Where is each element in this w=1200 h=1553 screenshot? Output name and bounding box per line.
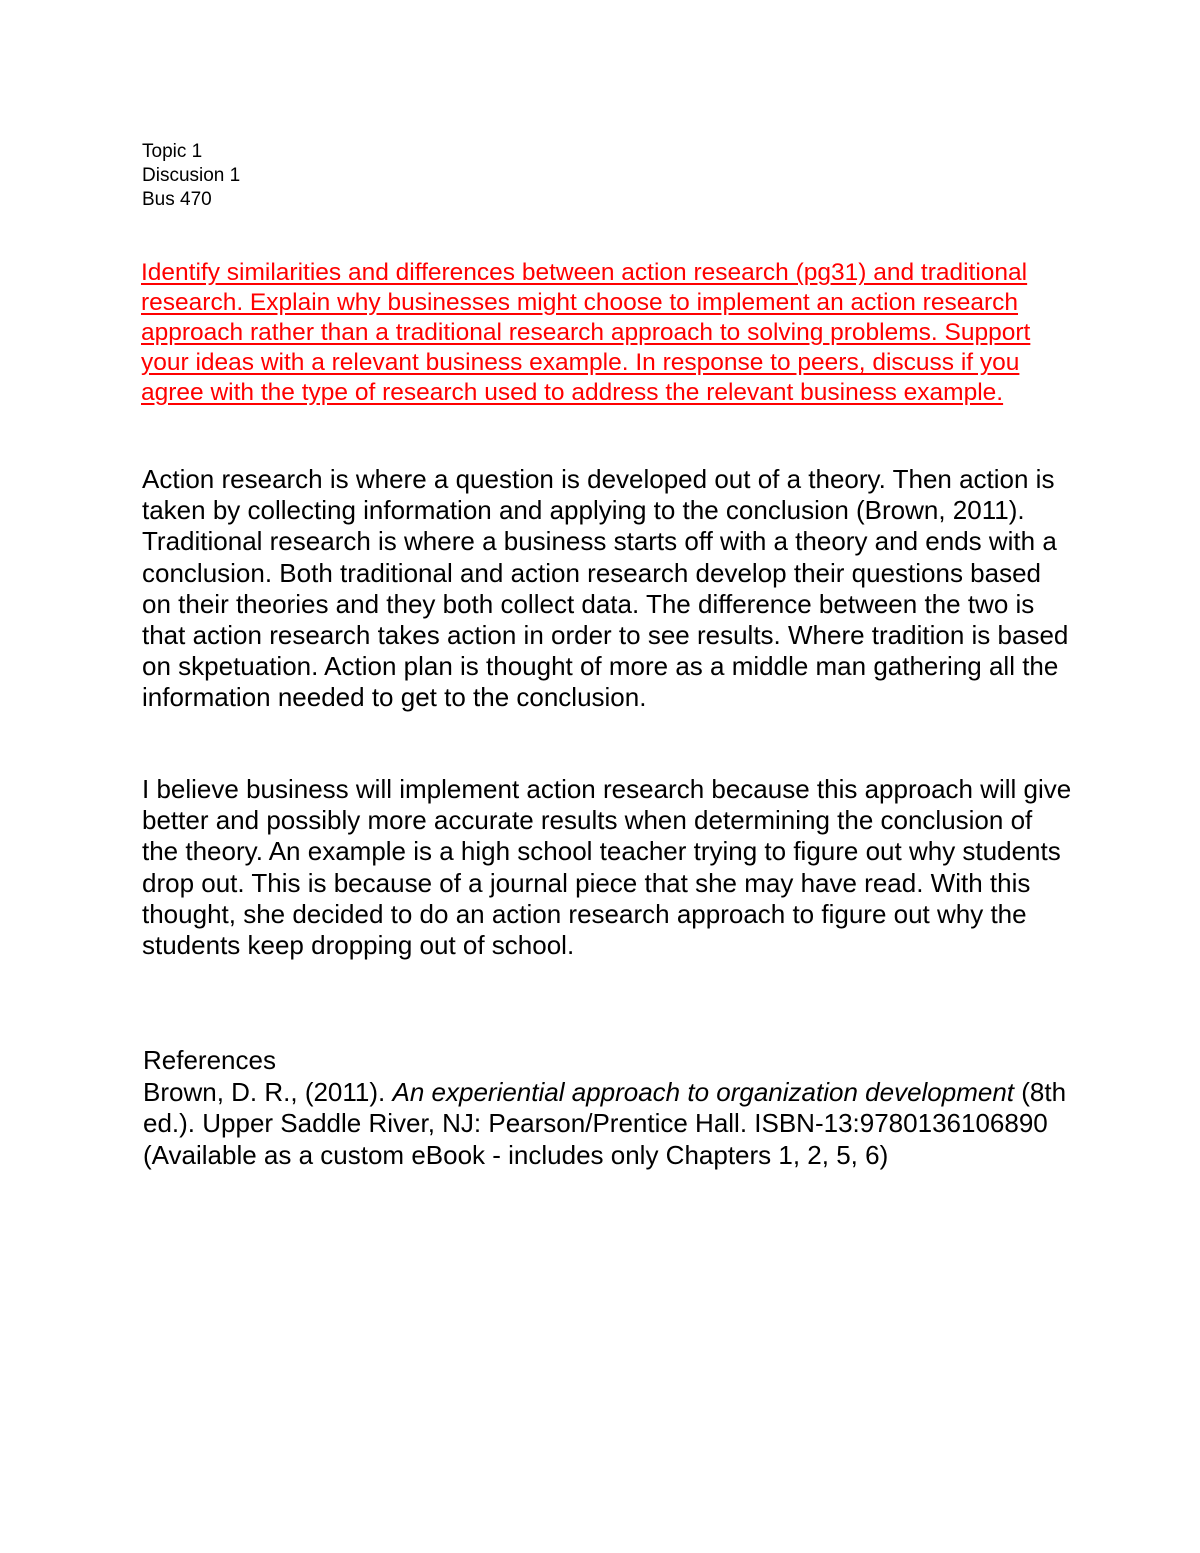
body-paragraph-1: Action research is where a question is developed out of a theory. Then action is taken by collecting information and applying to the conclusion (Brown, 2011). Traditional research is where a business starts off with a theory and ends with a conclusion. Both traditional and action research develop their questions based on their theories and they both collect data. The difference between the two is that action research takes action in order to see results. Where tradition is based on skpetuation. Action plan is thought of more as a middle man gathering all the information needed to get to the conclusion. [142,464,1069,713]
discussion-label: Discusion 1 [142,165,241,186]
document-header [142,140,240,212]
body-paragraph-2: I believe business will implement action research because this approach will give better and possibly more accurate results when determining the conclusion of the theory. An example is a high school teacher trying to figure out why students drop out. This is because of a journal piece that she may have read. With this thought, she decided to do an action research approach to figure out why the students keep dropping out of school. [142,774,1072,961]
reference-authors-year: Brown, D. R., (2011). [143,1076,393,1107]
reference-entry [143,1077,1073,1172]
course-label: Bus 470 [142,189,212,210]
references-heading: References [143,1045,276,1075]
references-section [143,1045,1073,1171]
reference-publication-details: (8th ed.). Upper Saddle River, NJ: Pearson/Prentice Hall. ISBN-13:9780136106890 (Available as a custom eBook - includes only Chapters 1, 2, 5, 6) [143,1076,1067,1170]
topic-label: Topic 1 [142,141,203,162]
discussion-prompt: Identify similarities and differences between action research (pg31) and traditional research. Explain why businesses might choose to implement an action research approach rather than a traditional research approach to solving problems. Support your ideas with a relevant business example. In response to peers, discuss if you agree with the type of research used to address the relevant business example. [141,259,1031,406]
reference-title: An experiential approach to organization development [392,1076,1015,1107]
